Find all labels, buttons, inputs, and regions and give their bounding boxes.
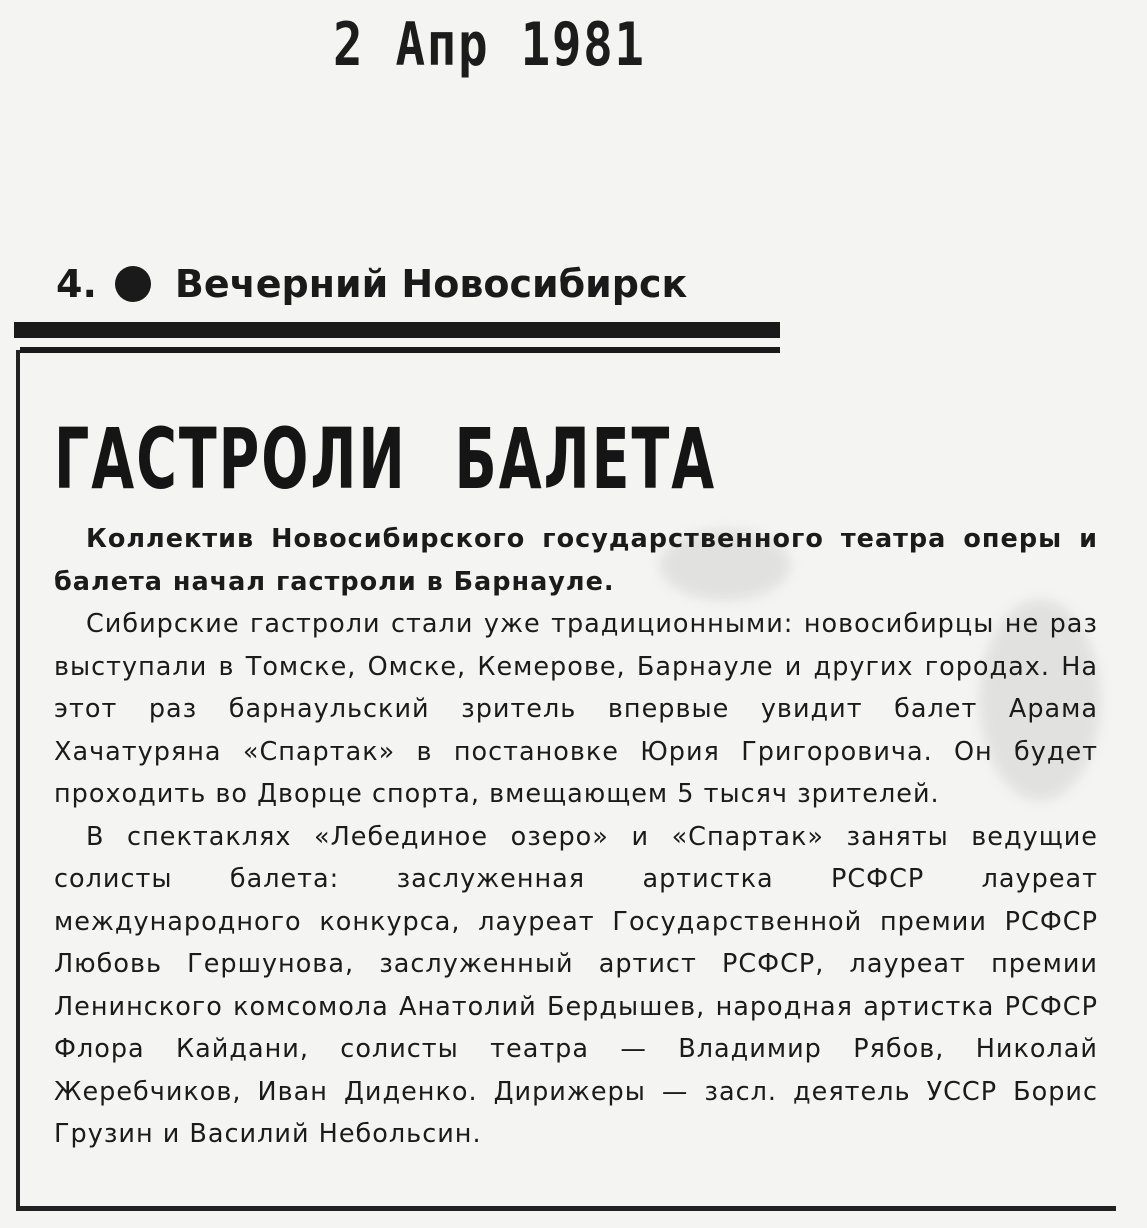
header-rule-thick [14, 322, 780, 338]
newspaper-name: Вечерний Новосибирск [174, 262, 688, 306]
article-lead: Коллектив Новосибирского государственного театра оперы и балета начал гастроли в Барнауле. [54, 524, 1098, 597]
page-number: 4. [56, 262, 97, 306]
article-body [54, 518, 1098, 1156]
article-title: ГАСТРОЛИ БАЛЕТА [54, 410, 717, 508]
bullet-icon [115, 266, 151, 302]
article-frame-left [16, 350, 20, 1210]
article-paragraph: Сибирские гастроли стали уже традиционными: новосибирцы не раз выступали в Томске, Омске, Кемерове, Барнауле и других городах. На этот раз барнаульский зритель впервые увидит балет Арама Хачатуряна «Спартак» в постановке Юрия Григоровича. Он будет проходить во Дворце спорта, вмещающем 5 тысяч зрителей. [54, 609, 1098, 809]
article-frame-bottom [16, 1206, 1116, 1211]
header-rule-thin [20, 347, 780, 353]
newspaper-header [56, 262, 687, 306]
article-paragraph: В спектаклях «Лебединое озеро» и «Спартак» заняты ведущие солисты балета: заслуженная артистка РСФСР лауреат международного конкурса, лауреат Государственной премии РСФСР Любовь Гершунова, заслуженный артист РСФСР, лауреат премии Ленинского комсомола Анатолий Бердышев, народная артистка РСФСР Флора Кайдани, солисты театра — Владимир Рябов, Николай Жеребчиков, Иван Диденко. Дирижеры — засл. деятель УССР Борис Грузин и Василий Небольсин. [54, 821, 1098, 1149]
date-stamp: 2 Апр 1981 [333, 10, 646, 80]
